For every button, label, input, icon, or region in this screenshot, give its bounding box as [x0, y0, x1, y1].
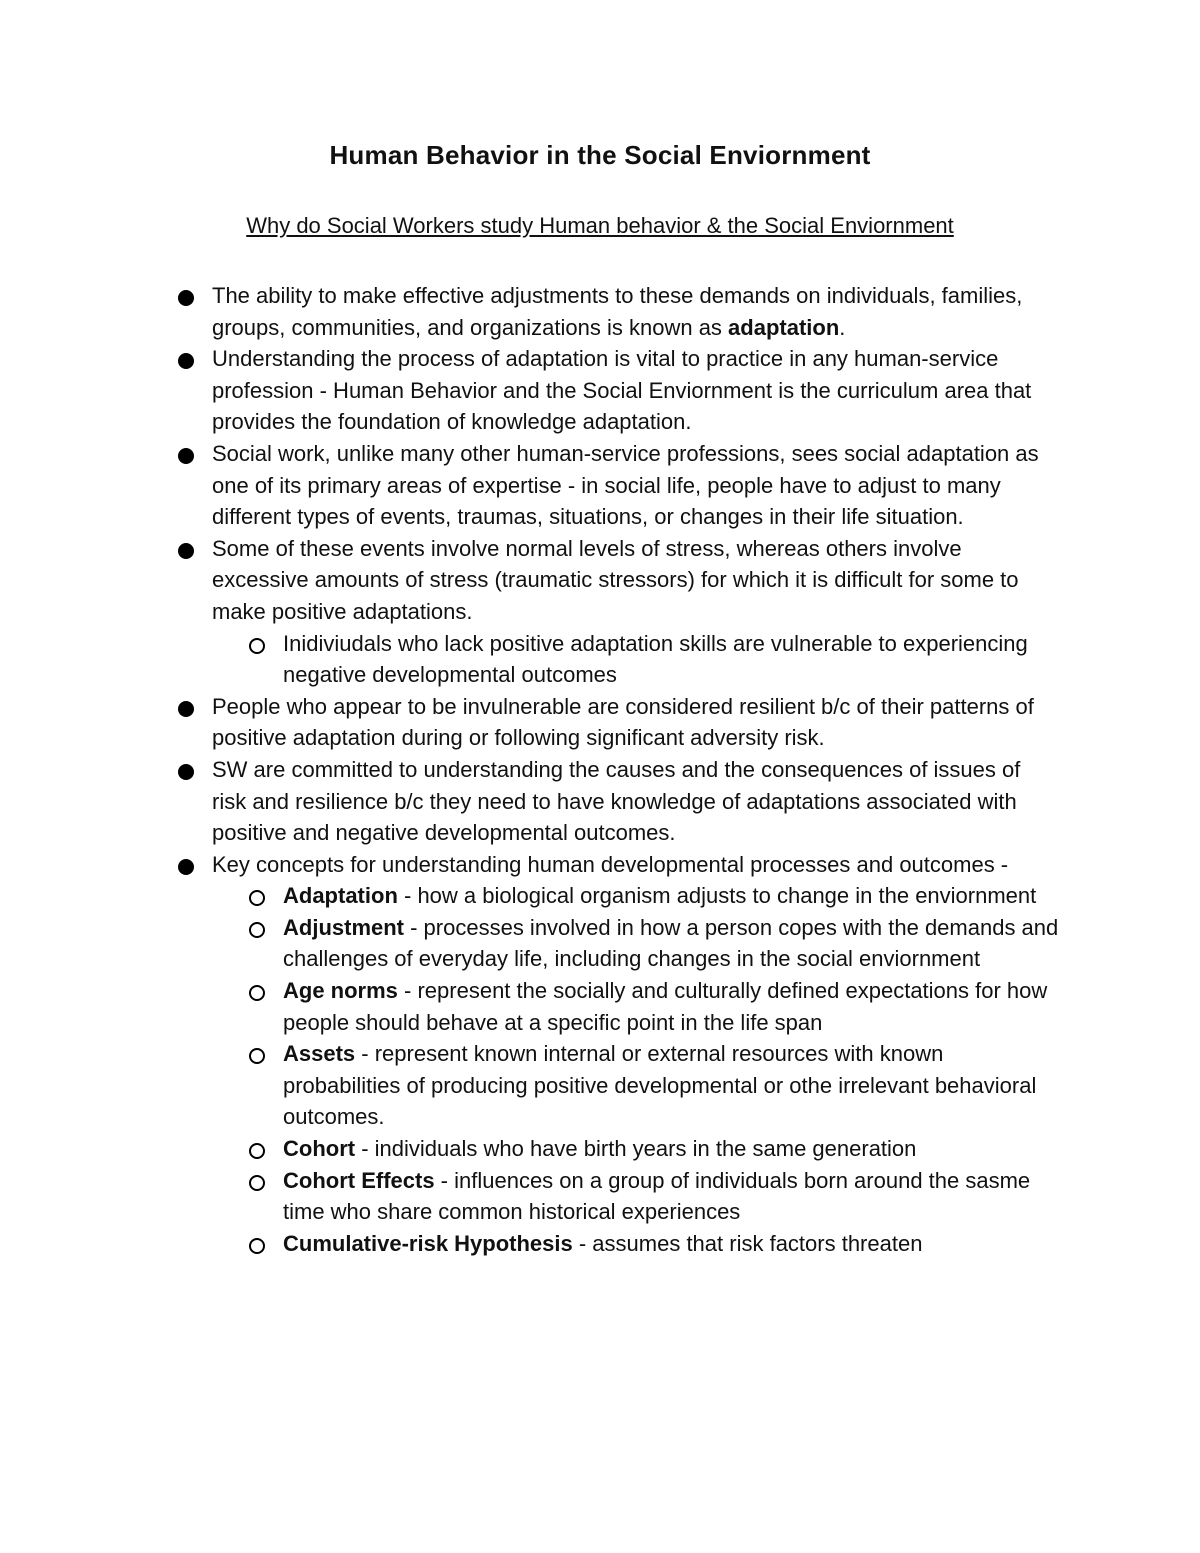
filled-bullet-icon [178, 290, 194, 306]
concept-definition: - assumes that risk factors threaten [572, 1230, 923, 1256]
concept-definition: - how a biological organism adjusts to change in the enviornment [397, 883, 1037, 909]
filled-bullet-icon [178, 353, 194, 369]
concept-term: Cumulative-risk Hypothesis [283, 1230, 573, 1256]
sub-list-item [170, 628, 1060, 691]
list-item [170, 438, 1060, 533]
hollow-bullet-icon [249, 1238, 265, 1254]
concept-item [170, 1228, 1060, 1260]
concept-definition: - represent the socially and culturally defined expectations for how people should behave at a specific point in the life span [283, 978, 1048, 1035]
filled-bullet-icon [178, 543, 194, 559]
hollow-bullet-icon [249, 1048, 265, 1064]
concept-item [170, 1133, 1060, 1165]
concept-term: Cohort [283, 1136, 356, 1162]
bullet-list [170, 280, 1060, 1259]
list-item [170, 754, 1060, 849]
concept-item [170, 912, 1060, 975]
list-item [170, 849, 1060, 881]
list-item-text: The ability to make effective adjustments to these demands on individuals, families, groups, communities, and organizations is known as [212, 283, 1023, 340]
concept-definition: - processes involved in how a person copes with the demands and challenges of everyday life, including changes in the social enviornment [283, 914, 1059, 972]
document-title: Human Behavior in the Social Enviornment [329, 140, 871, 170]
list-item [170, 533, 1060, 628]
hollow-bullet-icon [249, 985, 265, 1001]
list-item [170, 280, 1060, 343]
concept-item [170, 1038, 1060, 1133]
list-item-text: Social work, unlike many other human-service professions, sees social adaptation as one of its primary areas of expertise - in social life, people have to adjust to many different types of events, traumas, situations, or changes in their life situation. [212, 440, 1039, 530]
filled-bullet-icon [178, 764, 194, 780]
list-item [170, 691, 1060, 754]
concept-term: Cohort Effects [283, 1167, 435, 1193]
hollow-bullet-icon [249, 922, 265, 938]
filled-bullet-icon [178, 701, 194, 717]
concept-term: Age norms [283, 978, 398, 1004]
list-item-text: Understanding the process of adaptation is vital to practice in any human-service profession - Human Behavior and the Social Enviornment is the curriculum area that provides the foundation of knowledge adaptation. [212, 346, 1032, 435]
concept-definition: - individuals who have birth years in the same generation [355, 1136, 917, 1162]
concept-term: Adaptation [283, 883, 398, 909]
hollow-bullet-icon [249, 1175, 265, 1191]
concept-definition: - influences on a group of individuals born around the sasme time who share common historical experiences [283, 1167, 1031, 1225]
section-heading: Why do Social Workers study Human behavior & the Social Enviornment [246, 213, 954, 238]
hollow-bullet-icon [249, 890, 265, 906]
concept-item [170, 975, 1060, 1038]
list-item-text: . [839, 314, 846, 340]
list-item-text: Some of these events involve normal levels of stress, whereas others involve excessive amounts of stress (traumatic stressors) for which it is difficult for some to make positive adaptations. [212, 535, 1019, 624]
filled-bullet-icon [178, 859, 194, 875]
concept-definition: - represent known internal or external resources with known probabilities of producing positive developmental or othe irrelevant behavioral outcomes. [283, 1041, 1037, 1130]
hollow-bullet-icon [249, 1143, 265, 1159]
concept-term: Adjustment [283, 914, 404, 940]
filled-bullet-icon [178, 448, 194, 464]
concept-term: Assets [283, 1041, 356, 1067]
list-item [170, 343, 1060, 438]
hollow-bullet-icon [249, 638, 265, 654]
concept-item [170, 1165, 1060, 1228]
list-item-text: People who appear to be invulnerable are considered resilient b/c of their patterns of positive adaptation during or following significant adversity risk. [212, 693, 1034, 751]
sub-list-item-text: Inidiviudals who lack positive adaptation skills are vulnerable to experiencing negative developmental outcomes [283, 630, 1028, 688]
list-item-text: SW are committed to understanding the causes and the consequences of issues of risk and resilience b/c they need to have knowledge of adaptations associated with positive and negative developmental outcomes. [212, 756, 1021, 846]
key-term: adaptation [728, 314, 840, 340]
list-item-text: Key concepts for understanding human developmental processes and outcomes - [212, 851, 1009, 877]
concept-item [170, 880, 1060, 912]
